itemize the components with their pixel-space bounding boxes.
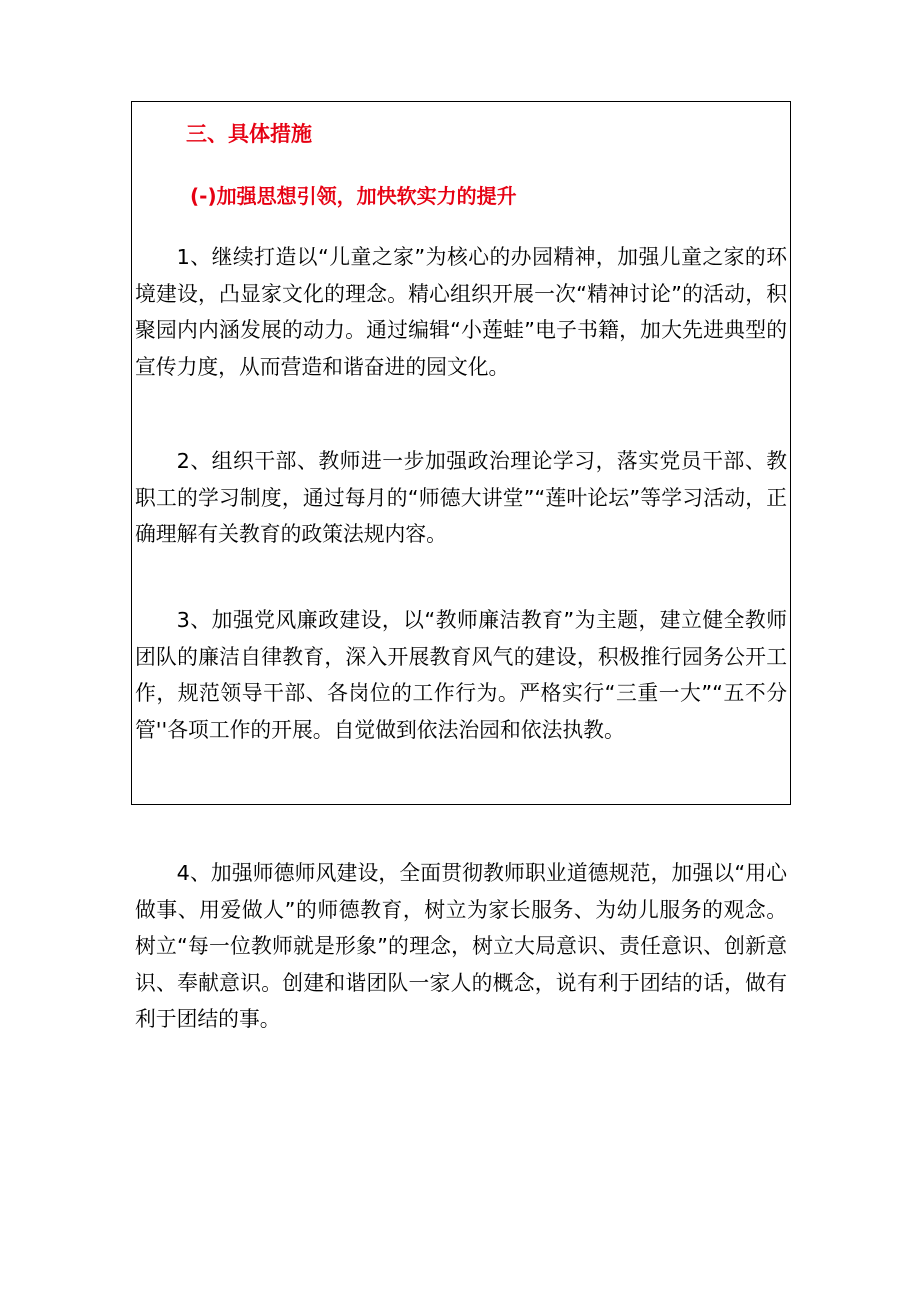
subsection-heading: (-)加强思想引领，加快软实力的提升 (190, 184, 517, 208)
paragraph-1: 1、继续打造以“儿童之家”为核心的办园精神，加强儿童之家的环境建设，凸显家文化的理念。精心组织开展一次“精神讨论”的活动，积聚园内内涵发展的动力。通过编辑“小莲蛙”电子书籍，加大先进典型的宣传力度，从而营造和谐奋进的园文化。 (135, 245, 787, 379)
paragraph-3: 3、加强党风廉政建设，以“教师廉洁教育”为主题，建立健全教师团队的廉洁自律教育，深入开展教育风气的建设，积极推行园务公开工作，规范领导干部、各岗位的工作行为。严格实行“三重一大”“五不分管''各项工作的开展。自觉做到依法治园和依法执教。 (135, 608, 787, 742)
paragraph-2: 2、组织干部、教师进一步加强政治理论学习，落实党员干部、教职工的学习制度，通过每月的“师德大讲堂”“莲叶论坛”等学习活动，正确理解有关教育的政策法规内容。 (135, 449, 787, 546)
paragraph-4: 4、加强师德师风建设，全面贯彻教师职业道德规范，加强以“用心做事、用爱做人”的师德教育，树立为家长服务、为幼儿服务的观念。树立“每一位教师就是形象”的理念，树立大局意识、责任意识、创新意识、奉献意识。创建和谐团队一家人的概念，说有利于团结的话，做有利于团结的事。 (135, 861, 787, 1031)
section-heading: 三、具体措施 (186, 122, 312, 146)
